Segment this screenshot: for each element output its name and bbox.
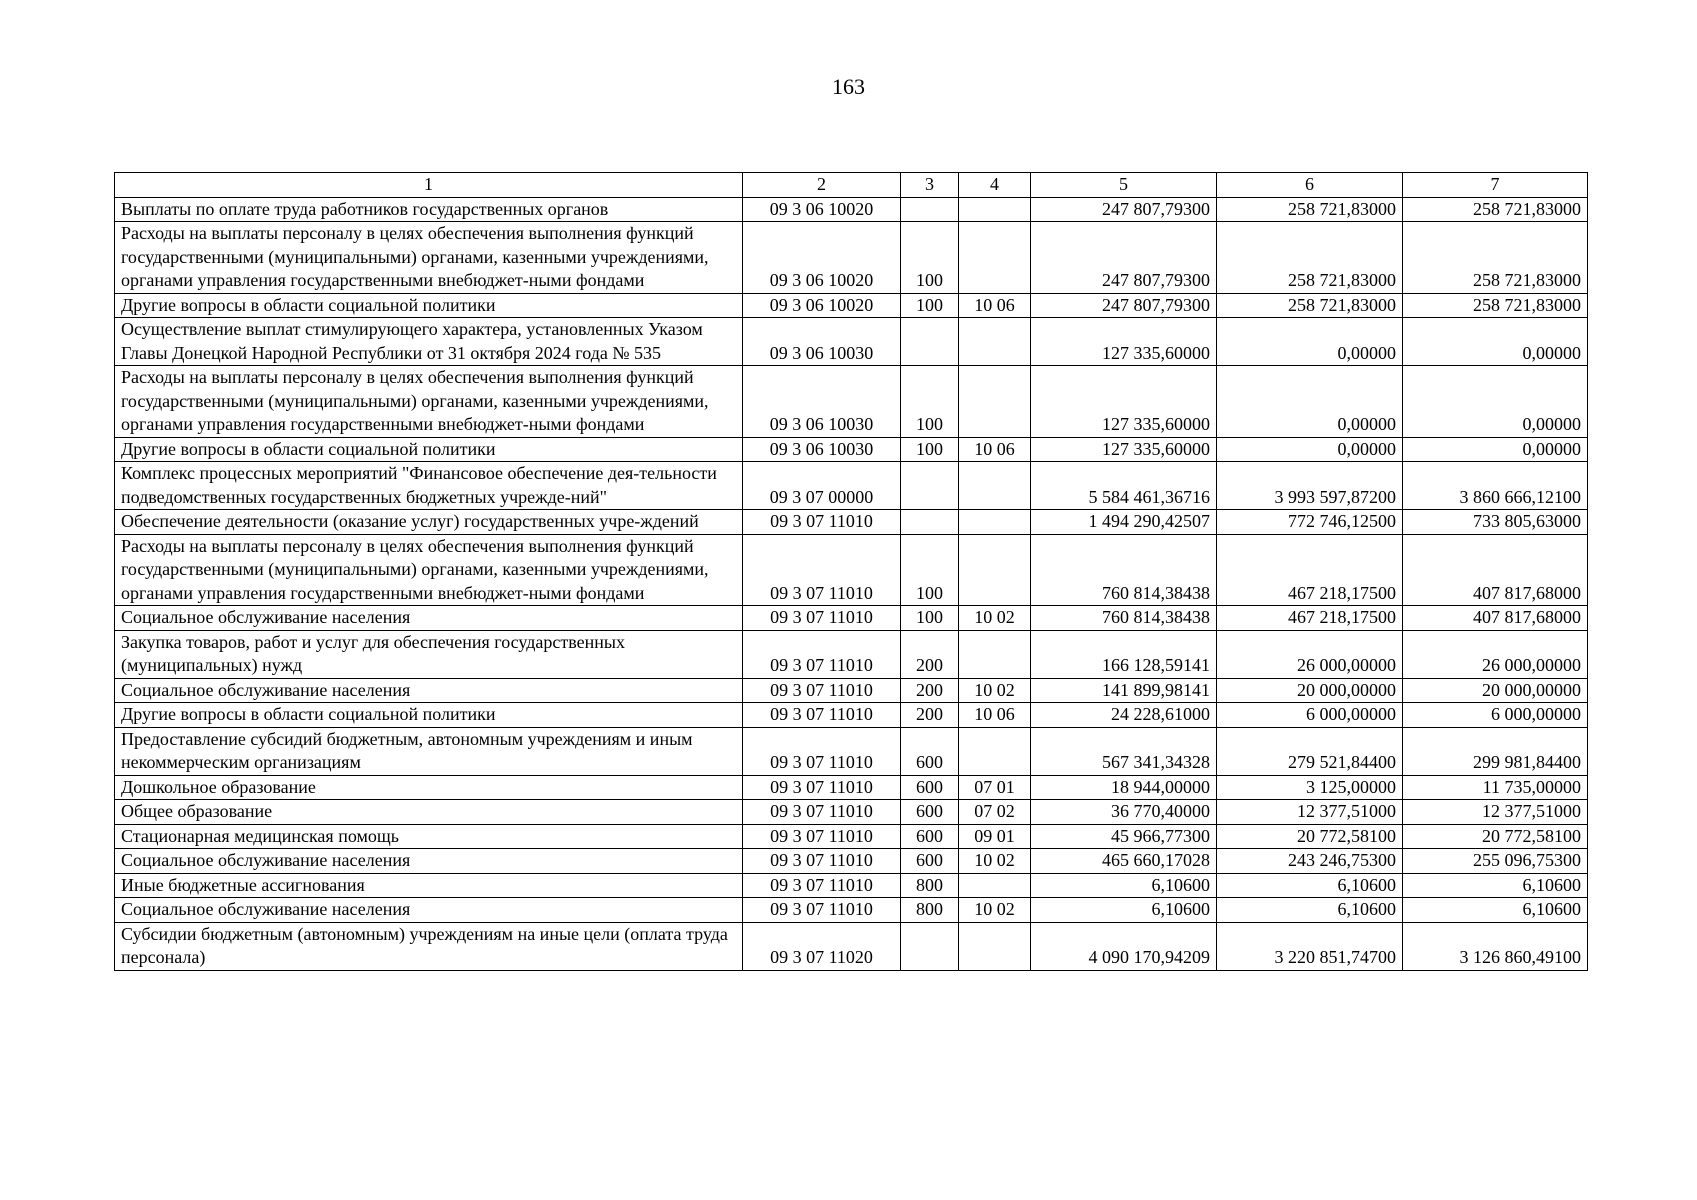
expense-type: 100	[901, 606, 959, 631]
page-number: 163	[832, 74, 865, 99]
item-name: Дошкольное образование	[115, 775, 743, 800]
amount-col-6: 258 721,83000	[1217, 222, 1403, 294]
amount-col-5: 247 807,79300	[1031, 197, 1217, 222]
section-code: 10 02	[959, 898, 1031, 923]
amount-col-5: 465 660,17028	[1031, 849, 1217, 874]
amount-col-5: 127 335,60000	[1031, 318, 1217, 366]
amount-col-5: 567 341,34328	[1031, 727, 1217, 775]
table-row	[115, 678, 1588, 703]
amount-col-6: 467 218,17500	[1217, 534, 1403, 606]
expense-type: 100	[901, 366, 959, 438]
item-name: Социальное обслуживание населения	[115, 606, 743, 631]
table-row	[115, 922, 1588, 970]
expense-type: 600	[901, 824, 959, 849]
expense-type: 200	[901, 703, 959, 728]
section-code	[959, 922, 1031, 970]
table-row	[115, 462, 1588, 510]
expense-type	[901, 462, 959, 510]
header-col-5: 5	[1031, 173, 1217, 198]
table-row	[115, 800, 1588, 825]
item-name: Расходы на выплаты персоналу в целях обеспечения выполнения функций государственными (муниципальными) органами, казенными учреждениями, органами управления государственными внебюджет-ными фондами	[115, 222, 743, 294]
amount-col-7: 733 805,63000	[1403, 510, 1588, 535]
amount-col-7: 255 096,75300	[1403, 849, 1588, 874]
amount-col-6: 772 746,12500	[1217, 510, 1403, 535]
section-code	[959, 318, 1031, 366]
header-col-4: 4	[959, 173, 1031, 198]
table-row	[115, 437, 1588, 462]
target-code: 09 3 07 11010	[743, 534, 901, 606]
target-code: 09 3 06 10020	[743, 293, 901, 318]
amount-col-7: 0,00000	[1403, 437, 1588, 462]
expense-type: 100	[901, 437, 959, 462]
amount-col-7: 6,10600	[1403, 898, 1588, 923]
table-row	[115, 318, 1588, 366]
amount-col-5: 141 899,98141	[1031, 678, 1217, 703]
amount-col-5: 1 494 290,42507	[1031, 510, 1217, 535]
expense-type	[901, 197, 959, 222]
section-code	[959, 197, 1031, 222]
target-code: 09 3 07 11020	[743, 922, 901, 970]
table-row	[115, 898, 1588, 923]
header-col-7: 7	[1403, 173, 1588, 198]
item-name: Расходы на выплаты персоналу в целях обеспечения выполнения функций государственными (муниципальными) органами, казенными учреждениями, органами управления государственными внебюджет-ными фондами	[115, 366, 743, 438]
item-name: Осуществление выплат стимулирующего характера, установленных Указом Главы Донецкой Народной Республики от 31 октября 2024 года № 535	[115, 318, 743, 366]
table-row	[115, 222, 1588, 294]
section-code	[959, 534, 1031, 606]
target-code: 09 3 07 00000	[743, 462, 901, 510]
amount-col-6: 6 000,00000	[1217, 703, 1403, 728]
amount-col-7: 258 721,83000	[1403, 197, 1588, 222]
expense-type	[901, 510, 959, 535]
amount-col-6: 6,10600	[1217, 898, 1403, 923]
amount-col-6: 243 246,75300	[1217, 849, 1403, 874]
target-code: 09 3 07 11010	[743, 824, 901, 849]
amount-col-7: 6 000,00000	[1403, 703, 1588, 728]
amount-col-5: 18 944,00000	[1031, 775, 1217, 800]
amount-col-7: 3 126 860,49100	[1403, 922, 1588, 970]
amount-col-7: 20 772,58100	[1403, 824, 1588, 849]
expense-type: 600	[901, 775, 959, 800]
expense-type: 600	[901, 849, 959, 874]
amount-col-5: 127 335,60000	[1031, 366, 1217, 438]
item-name: Субсидии бюджетным (автономным) учреждениям на иные цели (оплата труда персонала)	[115, 922, 743, 970]
amount-col-6: 279 521,84400	[1217, 727, 1403, 775]
amount-col-5: 760 814,38438	[1031, 534, 1217, 606]
amount-col-5: 760 814,38438	[1031, 606, 1217, 631]
section-code	[959, 510, 1031, 535]
section-code	[959, 366, 1031, 438]
amount-col-6: 26 000,00000	[1217, 630, 1403, 678]
table-row	[115, 534, 1588, 606]
item-name: Общее образование	[115, 800, 743, 825]
table-row	[115, 775, 1588, 800]
target-code: 09 3 06 10030	[743, 318, 901, 366]
amount-col-7: 26 000,00000	[1403, 630, 1588, 678]
amount-col-6: 6,10600	[1217, 873, 1403, 898]
target-code: 09 3 07 11010	[743, 727, 901, 775]
expense-type: 100	[901, 222, 959, 294]
expense-type	[901, 318, 959, 366]
expense-type: 200	[901, 678, 959, 703]
header-col-3: 3	[901, 173, 959, 198]
target-code: 09 3 07 11010	[743, 775, 901, 800]
section-code	[959, 873, 1031, 898]
table-row	[115, 727, 1588, 775]
table-row	[115, 510, 1588, 535]
header-row	[115, 173, 1588, 198]
table-row	[115, 293, 1588, 318]
section-code: 10 02	[959, 606, 1031, 631]
section-code: 10 06	[959, 293, 1031, 318]
item-name: Выплаты по оплате труда работников государственных органов	[115, 197, 743, 222]
item-name: Закупка товаров, работ и услуг для обеспечения государственных (муниципальных) нужд	[115, 630, 743, 678]
table-row	[115, 630, 1588, 678]
table-row	[115, 703, 1588, 728]
amount-col-7: 12 377,51000	[1403, 800, 1588, 825]
expense-type: 600	[901, 727, 959, 775]
expense-type: 600	[901, 800, 959, 825]
amount-col-6: 3 125,00000	[1217, 775, 1403, 800]
target-code: 09 3 07 11010	[743, 703, 901, 728]
amount-col-6: 12 377,51000	[1217, 800, 1403, 825]
table-row	[115, 366, 1588, 438]
target-code: 09 3 07 11010	[743, 849, 901, 874]
header-col-6: 6	[1217, 173, 1403, 198]
amount-col-7: 407 817,68000	[1403, 534, 1588, 606]
section-code	[959, 630, 1031, 678]
table-row	[115, 873, 1588, 898]
amount-col-5: 166 128,59141	[1031, 630, 1217, 678]
section-code: 10 06	[959, 703, 1031, 728]
amount-col-7: 258 721,83000	[1403, 293, 1588, 318]
expense-type	[901, 922, 959, 970]
table-row	[115, 824, 1588, 849]
amount-col-6: 0,00000	[1217, 437, 1403, 462]
item-name: Стационарная медицинская помощь	[115, 824, 743, 849]
section-code	[959, 462, 1031, 510]
item-name: Социальное обслуживание населения	[115, 678, 743, 703]
amount-col-6: 258 721,83000	[1217, 293, 1403, 318]
amount-col-5: 6,10600	[1031, 873, 1217, 898]
table-row	[115, 849, 1588, 874]
amount-col-5: 24 228,61000	[1031, 703, 1217, 728]
target-code: 09 3 07 11010	[743, 898, 901, 923]
amount-col-7: 6,10600	[1403, 873, 1588, 898]
item-name: Обеспечение деятельности (оказание услуг) государственных учре-ждений	[115, 510, 743, 535]
target-code: 09 3 06 10020	[743, 222, 901, 294]
amount-col-6: 258 721,83000	[1217, 197, 1403, 222]
amount-col-6: 467 218,17500	[1217, 606, 1403, 631]
expense-type: 800	[901, 898, 959, 923]
amount-col-5: 36 770,40000	[1031, 800, 1217, 825]
item-name: Иные бюджетные ассигнования	[115, 873, 743, 898]
amount-col-5: 5 584 461,36716	[1031, 462, 1217, 510]
header-col-2: 2	[743, 173, 901, 198]
table-row	[115, 197, 1588, 222]
item-name: Другие вопросы в области социальной политики	[115, 703, 743, 728]
target-code: 09 3 07 11010	[743, 678, 901, 703]
amount-col-6: 0,00000	[1217, 318, 1403, 366]
section-code: 09 01	[959, 824, 1031, 849]
amount-col-7: 0,00000	[1403, 366, 1588, 438]
amount-col-7: 407 817,68000	[1403, 606, 1588, 631]
budget-table	[114, 172, 1588, 971]
target-code: 09 3 06 10030	[743, 437, 901, 462]
expense-type: 200	[901, 630, 959, 678]
amount-col-7: 20 000,00000	[1403, 678, 1588, 703]
item-name: Предоставление субсидий бюджетным, автономным учреждениям и иным некоммерческим организациям	[115, 727, 743, 775]
amount-col-7: 299 981,84400	[1403, 727, 1588, 775]
item-name: Социальное обслуживание населения	[115, 898, 743, 923]
item-name: Комплекс процессных мероприятий "Финансовое обеспечение дея-тельности подведомственных государственных бюджетных учрежде-ний"	[115, 462, 743, 510]
amount-col-6: 20 772,58100	[1217, 824, 1403, 849]
amount-col-6: 0,00000	[1217, 366, 1403, 438]
expense-type: 100	[901, 534, 959, 606]
amount-col-6: 3 220 851,74700	[1217, 922, 1403, 970]
target-code: 09 3 07 11010	[743, 630, 901, 678]
section-code: 10 02	[959, 678, 1031, 703]
section-code	[959, 727, 1031, 775]
amount-col-7: 11 735,00000	[1403, 775, 1588, 800]
section-code: 10 06	[959, 437, 1031, 462]
item-name: Другие вопросы в области социальной политики	[115, 437, 743, 462]
section-code: 07 01	[959, 775, 1031, 800]
amount-col-7: 3 860 666,12100	[1403, 462, 1588, 510]
item-name: Другие вопросы в области социальной политики	[115, 293, 743, 318]
target-code: 09 3 06 10030	[743, 366, 901, 438]
expense-type: 100	[901, 293, 959, 318]
item-name: Социальное обслуживание населения	[115, 849, 743, 874]
target-code: 09 3 06 10020	[743, 197, 901, 222]
amount-col-7: 0,00000	[1403, 318, 1588, 366]
amount-col-5: 247 807,79300	[1031, 222, 1217, 294]
target-code: 09 3 07 11010	[743, 800, 901, 825]
amount-col-5: 4 090 170,94209	[1031, 922, 1217, 970]
header-col-1: 1	[115, 173, 743, 198]
item-name: Расходы на выплаты персоналу в целях обеспечения выполнения функций государственными (муниципальными) органами, казенными учреждениями, органами управления государственными внебюджет-ными фондами	[115, 534, 743, 606]
amount-col-6: 3 993 597,87200	[1217, 462, 1403, 510]
expense-type: 800	[901, 873, 959, 898]
amount-col-7: 258 721,83000	[1403, 222, 1588, 294]
section-code	[959, 222, 1031, 294]
section-code: 10 02	[959, 849, 1031, 874]
amount-col-5: 247 807,79300	[1031, 293, 1217, 318]
amount-col-5: 127 335,60000	[1031, 437, 1217, 462]
target-code: 09 3 07 11010	[743, 510, 901, 535]
table-row	[115, 606, 1588, 631]
amount-col-5: 45 966,77300	[1031, 824, 1217, 849]
target-code: 09 3 07 11010	[743, 606, 901, 631]
amount-col-6: 20 000,00000	[1217, 678, 1403, 703]
section-code: 07 02	[959, 800, 1031, 825]
target-code: 09 3 07 11010	[743, 873, 901, 898]
amount-col-5: 6,10600	[1031, 898, 1217, 923]
